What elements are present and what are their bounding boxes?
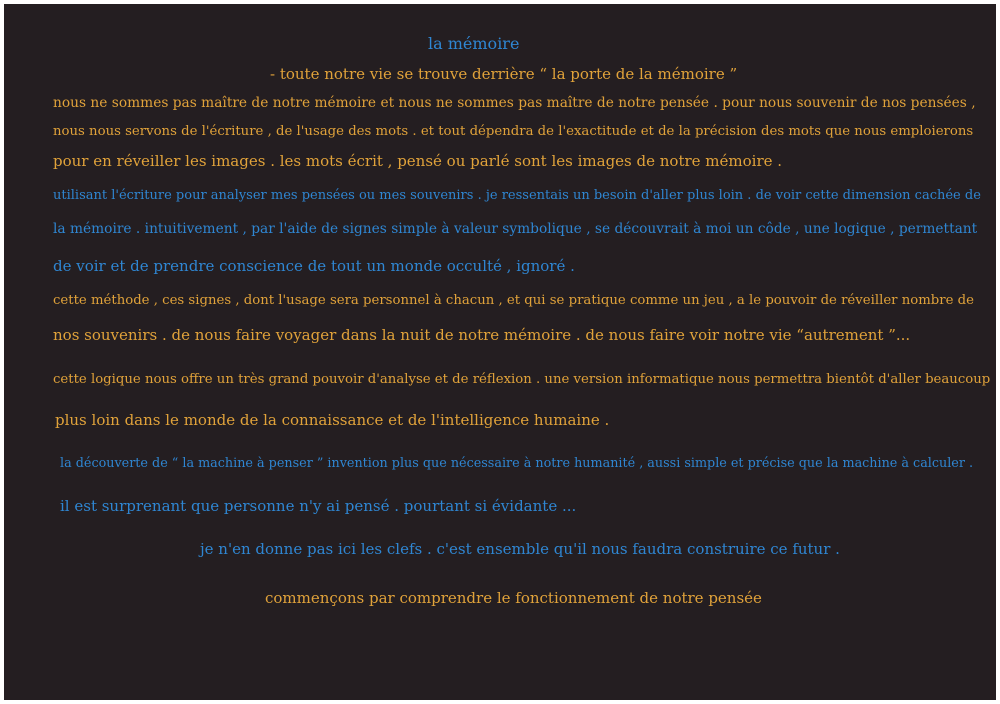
paragraph-2-line-3: de voir et de prendre conscience de tout un monde occulté , ignoré . xyxy=(53,257,575,275)
paragraph-1-line-2: nous nous servons de l'écriture , de l'usage des mots . et tout dépendra de l'exactitude et de la précision des mots que nous emploierons xyxy=(53,124,974,139)
closing-gold-line: commençons par comprendre le fonctionnement de notre pensée xyxy=(265,589,762,607)
paragraph-3-line-1: cette méthode , ces signes , dont l'usage sera personnel à chacun , et qui se pratique comme un jeu , a le pouvoir de réveiller nombre de xyxy=(53,293,974,308)
closing-blue-line: je n'en donne pas ici les clefs . c'est ensemble qu'il nous faudra construire ce futur . xyxy=(200,540,840,558)
paragraph-5-line-1: la découverte de “ la machine à penser ” invention plus que nécessaire à notre humanité , aussi simple et précise que la machine à calculer . xyxy=(60,456,974,471)
paragraph-4-line-2: plus loin dans le monde de la connaissance et de l'intelligence humaine . xyxy=(55,411,610,429)
paragraph-1-line-3: pour en réveiller les images . les mots écrit , pensé ou parlé sont les images de notre mémoire . xyxy=(53,152,783,170)
paragraph-3-line-2: nos souvenirs . de nous faire voyager dans la nuit de notre mémoire . de nous faire voir notre vie “autrement ”... xyxy=(53,326,911,344)
epigraph: - toute notre vie se trouve derrière “ la porte de la mémoire ” xyxy=(270,65,738,83)
document-page xyxy=(4,4,996,700)
paragraph-2-line-1: utilisant l'écriture pour analyser mes pensées ou mes souvenirs . je ressentais un besoin d'aller plus loin . de voir cette dimension cachée de xyxy=(53,188,981,203)
paragraph-4-line-1: cette logique nous offre un très grand pouvoir d'analyse et de réflexion . une version informatique nous permettra bientôt d'aller beaucoup xyxy=(53,372,991,387)
paragraph-1-line-1: nous ne sommes pas maître de notre mémoire et nous ne sommes pas maître de notre pensée . pour nous souvenir de nos pensées , xyxy=(53,95,976,111)
paragraph-2-line-2: la mémoire . intuitivement , par l'aide de signes simple à valeur symbolique , se découvrait à moi un côde , une logique , permettant xyxy=(53,221,978,237)
document-title: la mémoire xyxy=(428,34,520,53)
paragraph-5-line-2: il est surprenant que personne n'y ai pensé . pourtant si évidante ... xyxy=(60,497,577,515)
